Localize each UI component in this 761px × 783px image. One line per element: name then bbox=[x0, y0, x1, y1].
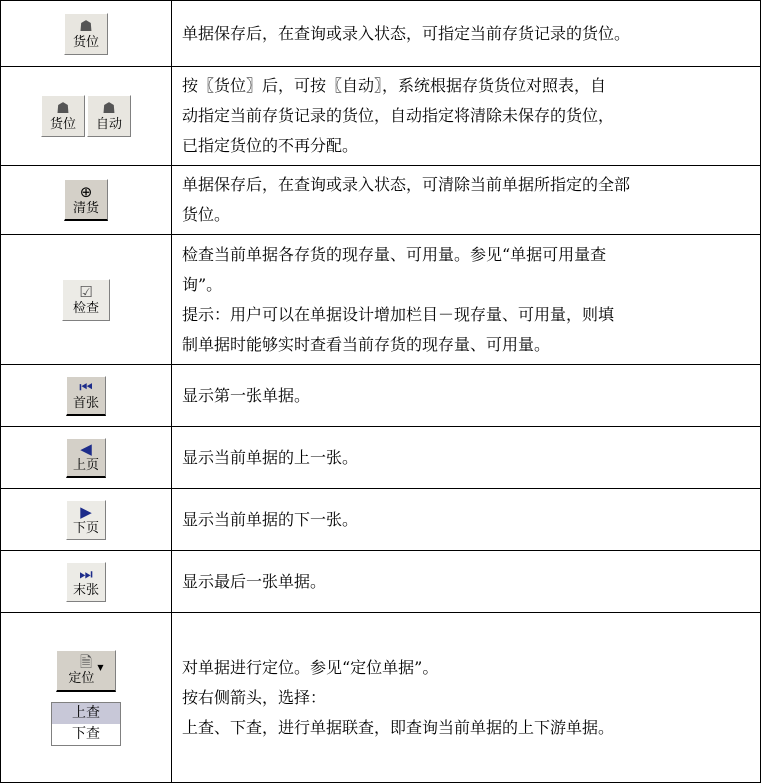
clear-icon: ⊕ bbox=[79, 182, 93, 201]
description-cell bbox=[172, 489, 761, 551]
description-line: 按〖货位〗后，可按〖自动〗，系统根据存货货位对照表，自 bbox=[182, 76, 607, 95]
auto-icon: ☗ bbox=[102, 99, 116, 117]
description-cell bbox=[172, 427, 761, 489]
description-line: 检查当前单据各存货的现存量、可用量。参见“单据可用量查 bbox=[182, 244, 607, 264]
icon-cell bbox=[1, 235, 172, 365]
description-line: 上查、下查，进行单据联查，即查询当前单据的上下游单据。 bbox=[182, 717, 615, 737]
next-arrow-icon: ▶ bbox=[80, 502, 92, 521]
table-row bbox=[1, 613, 761, 783]
description-cell bbox=[172, 613, 761, 783]
description-line: 询”。 bbox=[182, 274, 223, 294]
description-line: 显示第一张单据。 bbox=[182, 385, 311, 405]
first-page-icon: ⏮ bbox=[79, 378, 93, 396]
dropdown-arrow-icon[interactable]: ▼ bbox=[97, 662, 104, 672]
table-row bbox=[1, 67, 761, 166]
description-line: 货位。 bbox=[182, 205, 231, 224]
description-line: 已指定货位的不再分配。 bbox=[182, 136, 359, 155]
location-button[interactable] bbox=[64, 13, 108, 55]
button-label: 首张 bbox=[72, 396, 99, 411]
description-line: 动指定当前存货记录的货位，自动指定将清除未保存的货位， bbox=[182, 106, 615, 125]
location-icon: ☗ bbox=[79, 16, 93, 35]
menu-item-upstream[interactable]: 上查 bbox=[52, 703, 120, 724]
description-line: 显示当前单据的上一张。 bbox=[182, 447, 359, 467]
button-label: 定位▼ bbox=[68, 662, 104, 686]
location-icon: ☗ bbox=[56, 99, 70, 117]
table-row bbox=[1, 1, 761, 67]
table-row bbox=[1, 365, 761, 427]
clear-location-button[interactable] bbox=[64, 179, 108, 221]
locate-icon: 🗎 bbox=[79, 652, 93, 671]
description-line: 按右侧箭头，选择： bbox=[182, 687, 327, 707]
description-line: 对单据进行定位。参见“定位单据”。 bbox=[182, 657, 439, 677]
description-cell bbox=[172, 365, 761, 427]
description-cell bbox=[172, 1, 761, 67]
description-line: 单据保存后，在查询或录入状态，可指定当前存货记录的货位。 bbox=[182, 23, 631, 43]
description-cell bbox=[172, 235, 761, 365]
check-icon: ☑ bbox=[79, 282, 93, 301]
check-button[interactable] bbox=[62, 279, 110, 321]
icon-cell bbox=[1, 489, 172, 551]
table-row bbox=[1, 235, 761, 365]
description-cell bbox=[172, 67, 761, 166]
button-label: 末张 bbox=[72, 582, 99, 598]
previous-page-button[interactable] bbox=[66, 438, 106, 478]
icon-cell bbox=[1, 166, 172, 235]
icon-cell bbox=[1, 365, 172, 427]
menu-item-downstream[interactable]: 下查 bbox=[72, 725, 100, 742]
table-row bbox=[1, 166, 761, 235]
button-label: 上页 bbox=[72, 458, 99, 473]
icon-cell bbox=[1, 1, 172, 67]
table-row bbox=[1, 427, 761, 489]
table-row bbox=[1, 489, 761, 551]
icon-cell bbox=[1, 67, 172, 166]
description-cell bbox=[172, 551, 761, 613]
description-line: 制单据时能够实时查看当前存货的现存量、可用量。 bbox=[182, 334, 551, 354]
button-label: 清货 bbox=[72, 200, 99, 216]
button-label: 货位 bbox=[49, 117, 76, 132]
button-label: 检查 bbox=[72, 300, 99, 316]
next-page-button[interactable] bbox=[66, 500, 106, 540]
first-record-button[interactable] bbox=[66, 376, 106, 416]
table-row bbox=[1, 551, 761, 613]
auto-button[interactable] bbox=[87, 95, 131, 137]
last-page-icon: ⏭ bbox=[79, 564, 93, 583]
description-line: 显示当前单据的下一张。 bbox=[182, 509, 359, 529]
button-label: 下页 bbox=[72, 520, 99, 536]
location-button[interactable] bbox=[41, 95, 85, 137]
previous-arrow-icon: ◀ bbox=[80, 440, 92, 458]
description-cell bbox=[172, 166, 761, 235]
icon-cell bbox=[1, 427, 172, 489]
last-record-button[interactable] bbox=[66, 562, 106, 602]
description-line: 单据保存后，在查询或录入状态，可清除当前单据所指定的全部 bbox=[182, 175, 631, 194]
button-label: 自动 bbox=[95, 117, 122, 132]
locate-dropdown-menu bbox=[51, 702, 121, 746]
icon-cell bbox=[1, 613, 172, 783]
button-label: 货位 bbox=[72, 34, 99, 50]
icon-cell bbox=[1, 551, 172, 613]
description-line: 提示：用户可以在单据设计增加栏目－现存量、可用量，则填 bbox=[182, 304, 615, 324]
locate-button[interactable] bbox=[56, 650, 116, 692]
description-line: 显示最后一张单据。 bbox=[182, 571, 327, 591]
